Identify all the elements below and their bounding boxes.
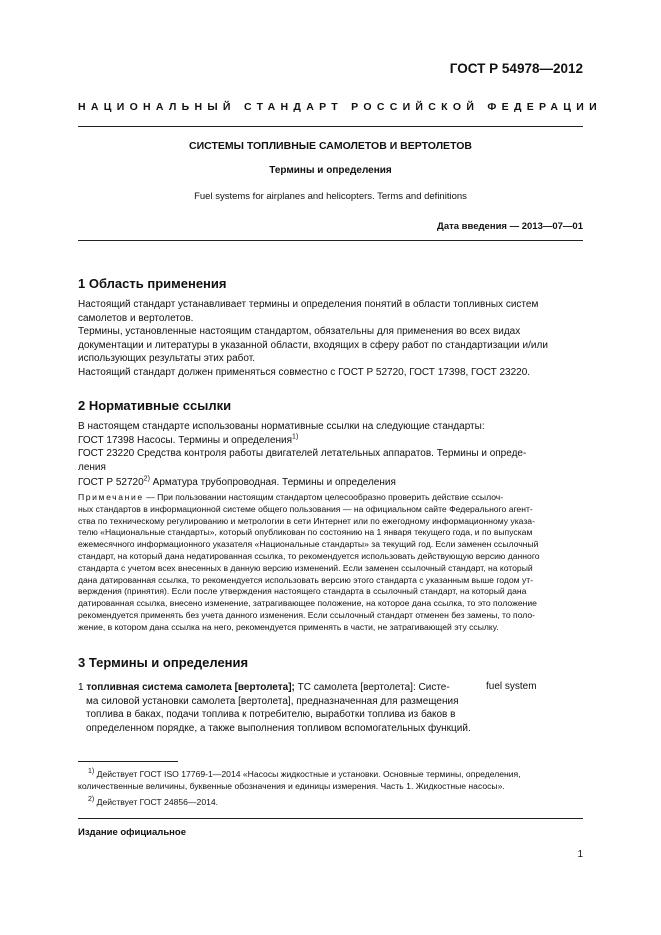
footnote-1 bbox=[78, 768, 583, 780]
section-1-line: Термины, установленные настоящим стандартом, обязательны для применения во всех видах bbox=[78, 326, 521, 337]
note-line: ства по техническому регулированию и метрологии в сети Интернет или по ежегодному информационному указа- bbox=[78, 515, 535, 526]
term-name: топливная система самолета [вертолета]; bbox=[86, 682, 295, 693]
note-label: Примечание bbox=[78, 492, 144, 502]
term-definition-line: определенном порядке, а также выполнения топливом вспомогательных функций. bbox=[86, 722, 471, 734]
term-number: 1 bbox=[78, 682, 87, 693]
section-3-heading: 3 Термины и определения bbox=[78, 655, 249, 670]
footnote-text: Действует ГОСТ ISO 17769-1—2014 «Насосы жидкостные и установки. Основные термины, определения, bbox=[94, 769, 521, 779]
section-1-line: документации и литературы в указанной области, входящих в сферу работ по стандартизации и/или bbox=[78, 339, 548, 351]
footnotes bbox=[78, 768, 583, 808]
footnote-mark: 1) bbox=[88, 768, 95, 776]
term-english-equivalent: fuel system bbox=[486, 681, 537, 692]
term-definition-line: ма силовой установки самолета [вертолета], предназначенная для размещения bbox=[86, 695, 459, 707]
document-title: СИСТЕМЫ ТОПЛИВНЫЕ САМОЛЕТОВ И ВЕРТОЛЕТОВ bbox=[189, 140, 472, 152]
note-text: — При пользовании настоящим стандартом целесообразно проверить действие ссылоч- bbox=[143, 492, 504, 502]
footnote-2 bbox=[78, 796, 583, 808]
note-line: стандарт, на который дана недатированная ссылка, то рекомендуется использовать действующую версию данного bbox=[78, 550, 540, 561]
introduction-date: Дата введения — 2013—07—01 bbox=[437, 221, 583, 232]
note-line: ежемесячного информационного указателя «Национальные стандарты» за текущий год. Если заменен ссылочный bbox=[78, 539, 539, 550]
section-1-line: использующих результаты этих работ. bbox=[78, 353, 255, 364]
footnote-mark: 2) bbox=[143, 475, 150, 483]
national-standard-banner: НАЦИОНАЛЬНЫЙ СТАНДАРТ РОССИЙСКОЙ ФЕДЕРАЦИИ bbox=[78, 101, 602, 113]
reference-text: ГОСТ Р 52720 bbox=[78, 477, 144, 488]
reference-text: ГОСТ 17398 Насосы. Термины и определения bbox=[78, 434, 293, 446]
note-line: ных стандартов в информационной системе общего пользования — на официальном сайте Федерального агент- bbox=[78, 503, 533, 514]
term-entry bbox=[78, 681, 478, 735]
reference-gost-17398 bbox=[78, 434, 583, 448]
reference-gost-23220: ГОСТ 23220 Средства контроля работы двигателей летательных аппаратов. Термины и опреде- bbox=[78, 448, 527, 459]
page-number: 1 bbox=[577, 849, 583, 860]
section-1-body bbox=[78, 298, 583, 379]
section-1-line: Настоящий стандарт должен применяться совместно с ГОСТ Р 52720, ГОСТ 17398, ГОСТ 23220. bbox=[78, 366, 531, 378]
document-subtitle: Термины и определения bbox=[269, 165, 392, 176]
section-2-heading: 2 Нормативные ссылки bbox=[78, 398, 232, 413]
section-2-body bbox=[78, 420, 583, 490]
footnote-rule bbox=[78, 761, 178, 762]
note-line: датированная ссылка, внесено изменение, затрагивающее положение, на которое дана ссылка, то это положение bbox=[78, 598, 537, 609]
footnote-mark: 1) bbox=[292, 433, 299, 441]
title-rule bbox=[78, 240, 583, 241]
note-line: дана датированная ссылка, то рекомендуется использовать версию этого стандарта с указанным выше годом ут- bbox=[78, 574, 534, 585]
footnote-mark: 2) bbox=[88, 796, 95, 804]
reference-gost-r-52720 bbox=[78, 476, 583, 490]
reference-gost-23220-cont: ления bbox=[78, 461, 106, 473]
official-edition: Издание официальное bbox=[78, 827, 186, 838]
footer-rule bbox=[78, 818, 583, 819]
note-first-line bbox=[78, 492, 583, 504]
reference-text: Арматура трубопроводная. Термины и определения bbox=[149, 477, 396, 488]
english-title: Fuel systems for airplanes and helicopters. Terms and definitions bbox=[194, 191, 467, 202]
note-line: стандарта с учетом всех внесенных в данную версию изменений. Если заменен ссылочный стандарт, на который bbox=[78, 562, 533, 573]
term-first-line bbox=[78, 681, 478, 695]
footnote-text: Действует ГОСТ 24856—2014. bbox=[94, 797, 219, 807]
note-line: жение, в котором дана ссылка на него, рекомендуется применять в части, не затрагивающей эту ссылку. bbox=[78, 621, 499, 632]
header-rule bbox=[78, 126, 583, 127]
section-1-line: Настоящий стандарт устанавливает термины и определения понятий в области топливных систем bbox=[78, 299, 539, 310]
doc-number: ГОСТ Р 54978—2012 bbox=[449, 61, 583, 76]
section-1-line: самолетов и вертолетов. bbox=[78, 312, 194, 324]
note-line: рекомендуется применять без учета данного изменения. Если ссылочный стандарт отменен без замены, то поло- bbox=[78, 609, 536, 620]
note-line: верждения (принятия). Если после утверждения настоящего стандарта в ссылочный стандарт, на который дана bbox=[78, 586, 527, 597]
note-block bbox=[78, 492, 583, 634]
term-definition-line: топлива в баках, подачи топлива к потребителю, выработки топлива из баков в bbox=[86, 709, 456, 720]
section-1-heading: 1 Область применения bbox=[78, 276, 227, 291]
footnote-1-cont: количественные величины, буквенные обозначения и единицы измерения. Часть 1. Жидкостные насосы». bbox=[78, 781, 505, 791]
section-2-line: В настоящем стандарте использованы нормативные ссылки на следующие стандарты: bbox=[78, 421, 485, 432]
note-line: телю «Национальные стандарты», который опубликован по состоянию на 1 января текущего года, и по выпускам bbox=[78, 527, 533, 538]
term-definition: ТС самолета [вертолета]: Систе- bbox=[294, 682, 450, 693]
